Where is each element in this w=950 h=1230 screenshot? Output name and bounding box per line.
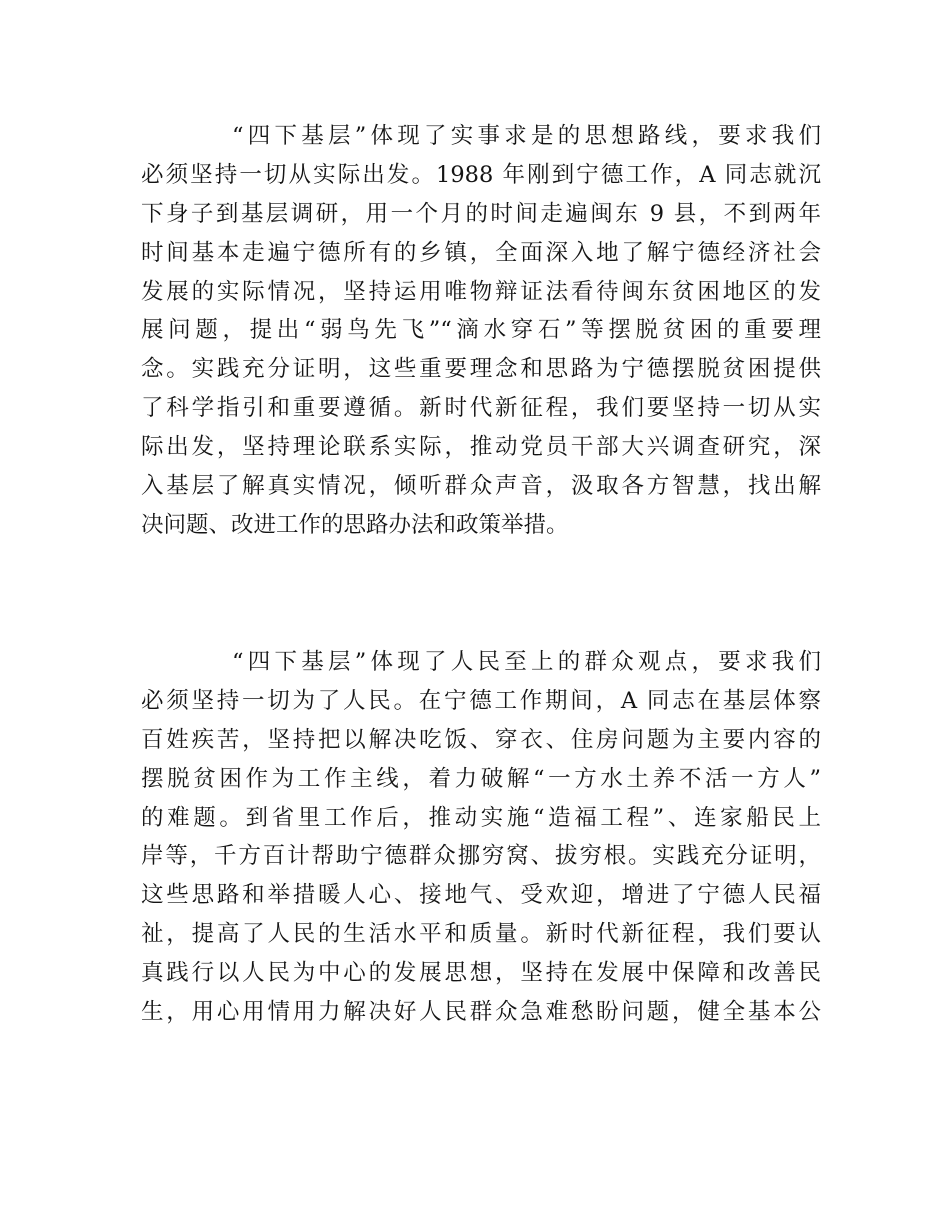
paragraph-line: 祉，提高了人民的生活水平和质量。新时代新征程，我们要认	[141, 921, 821, 948]
paragraph-line: 决问题、改进工作的思路办法和政策举措。	[141, 511, 569, 538]
paragraph-line: 真践行以人民为中心的发展思想，坚持在发展中保障和改善民	[141, 960, 821, 987]
paragraph-line: 发展的实际情况，坚持运用唯物辩证法看待闽东贫困地区的发	[141, 278, 821, 305]
paragraph-line: 际出发，坚持理论联系实际，推动党员干部大兴调查研究，深	[141, 434, 821, 461]
paragraph-line: 岸等，千方百计帮助宁德群众挪穷窝、拔穷根。实践充分证明，	[141, 843, 821, 870]
paragraph-line: 入基层了解真实情况，倾听群众声音，汲取各方智慧，找出解	[141, 473, 821, 500]
paragraph-line: 的难题。到省里工作后，推动实施“造福工程”、连家船民上	[141, 804, 821, 831]
paragraph-line: “四下基层”体现了人民至上的群众观点，要求我们	[232, 649, 821, 675]
paragraph-line: 生，用心用情用力解决好人民群众急难愁盼问题，健全基本公	[141, 999, 821, 1026]
paragraph-line: 必须坚持一切为了人民。在宁德工作期间，A 同志在基层体察	[141, 687, 821, 714]
paragraph-line: 下身子到基层调研，用一个月的时间走遍闽东 9 县，不到两年	[141, 200, 821, 227]
paragraph-people-first	[141, 643, 821, 1032]
paragraph-line: 摆脱贫困作为工作主线，着力破解“一方水土养不活一方人”	[141, 765, 821, 792]
paragraph-line: 百姓疾苦，坚持把以解决吃饭、穿衣、住房问题为主要内容的	[141, 726, 821, 753]
paragraph-line: 时间基本走遍宁德所有的乡镇，全面深入地了解宁德经济社会	[141, 239, 821, 266]
paragraph-line: 念。实践充分证明，这些重要理念和思路为宁德摆脱贫困提供	[141, 356, 821, 383]
paragraph-line: “四下基层”体现了实事求是的思想路线，要求我们	[232, 123, 821, 149]
paragraph-seek-truth	[141, 117, 821, 545]
paragraph-line: 了科学指引和重要遵循。新时代新征程，我们要坚持一切从实	[141, 395, 821, 422]
paragraph-line: 必须坚持一切从实际出发。1988 年刚到宁德工作，A 同志就沉	[141, 161, 821, 188]
paragraph-line: 这些思路和举措暖人心、接地气、受欢迎，增进了宁德人民福	[141, 882, 821, 909]
paragraph-line: 展问题，提出“弱鸟先飞”“滴水穿石”等摆脱贫困的重要理	[141, 317, 821, 344]
